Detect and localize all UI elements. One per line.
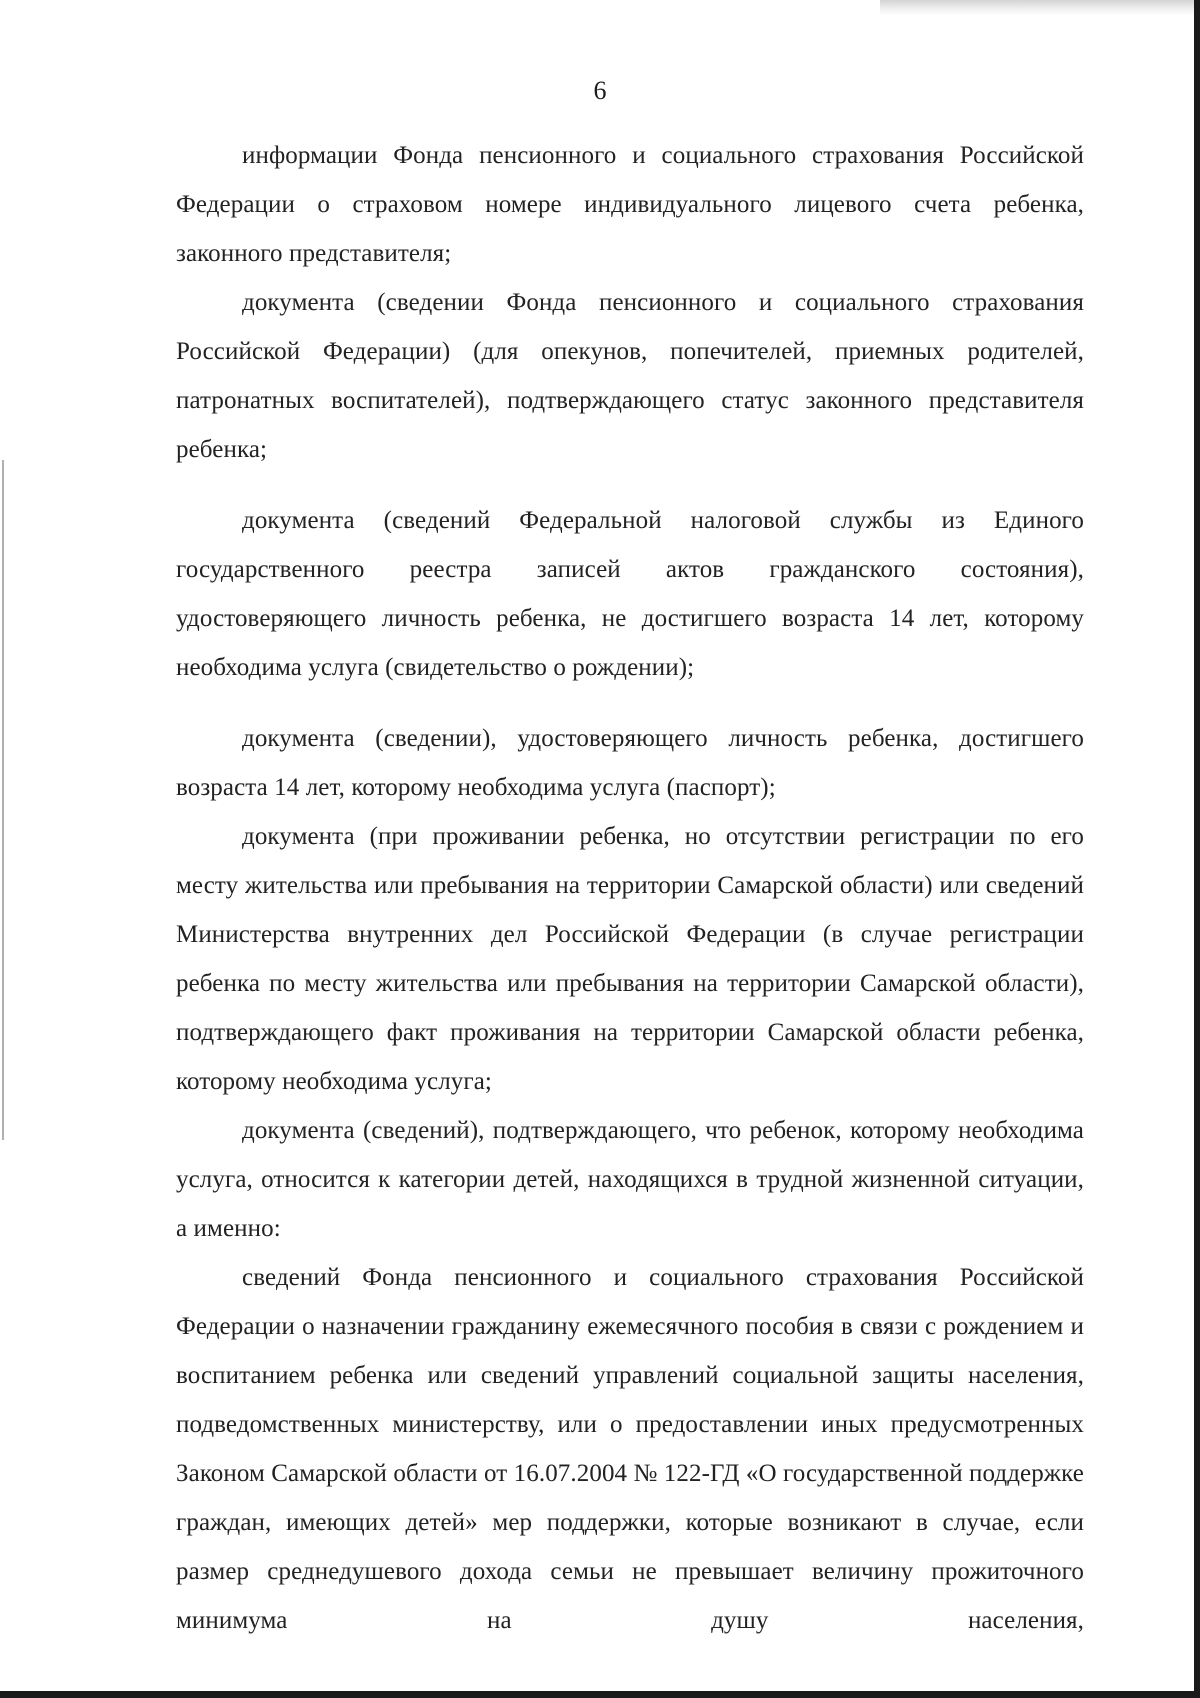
scan-border-right: [1194, 0, 1200, 1698]
document-body: [176, 131, 1084, 1645]
paragraph-guardian-status: документа (сведении Фонда пенсионного и социального страхования Российской Федерации) (для опекунов, попечителей, приемных родителей, патронатных воспитателей), подтверждающего статус законного представителя ребенка;: [176, 289, 1084, 463]
paragraph-monthly-allowance: сведений Фонда пенсионного и социального страхования Российской Федерации о назначении гражданину ежемесячного пособия в связи с рождением и воспитанием ребенка или сведений управлений социальной защиты населения, подведомственных министерству, или о предоставлении иных предусмотренных Законом Самарской области от 16.07.2004 № 122-ГД «О государственной поддержке граждан, имеющих детей» мер поддержки, которые возникают в случае, если размер среднедушевого дохода семьи не превышает величину прожиточного минимума на душу населения,: [176, 1264, 1085, 1634]
paragraph-pension-fund-info: информации Фонда пенсионного и социального страхования Российской Федерации о страховом номере индивидуального лицевого счета ребенка, законного представителя;: [176, 142, 1084, 267]
scan-border-bottom: [0, 1691, 1200, 1698]
paragraph-passport: документа (сведении), удостоверяющего личность ребенка, достигшего возраста 14 лет, которому необходима услуга (паспорт);: [176, 725, 1084, 801]
page-number: 6: [593, 76, 607, 105]
paragraph-residence: документа (при проживании ребенка, но отсутствии регистрации по его месту жительства или пребывания на территории Самарской области) или сведений Министерства внутренних дел Российской Федерации (в случае регистрации ребенка по месту жительства или пребывания на территории Самарской области), подтверждающего факт проживания на территории Самарской области ребенка, которому необходима услуга;: [176, 823, 1084, 1095]
paragraph-birth-certificate: документа (сведений Федеральной налоговой службы из Единого государственного реестра записей актов гражданского состояния), удостоверяющего личность ребенка, не достигшего возраста 14 лет, которому необходима услуга (свидетельство о рождении);: [176, 507, 1084, 681]
scan-edge-shadow: [880, 0, 1200, 16]
paragraph-difficult-situation: документа (сведений), подтверждающего, что ребенок, которому необходима услуга, относится к категории детей, находящихся в трудной жизненной ситуации, а именно:: [176, 1117, 1084, 1242]
scan-edge-mark: [2, 460, 4, 1140]
